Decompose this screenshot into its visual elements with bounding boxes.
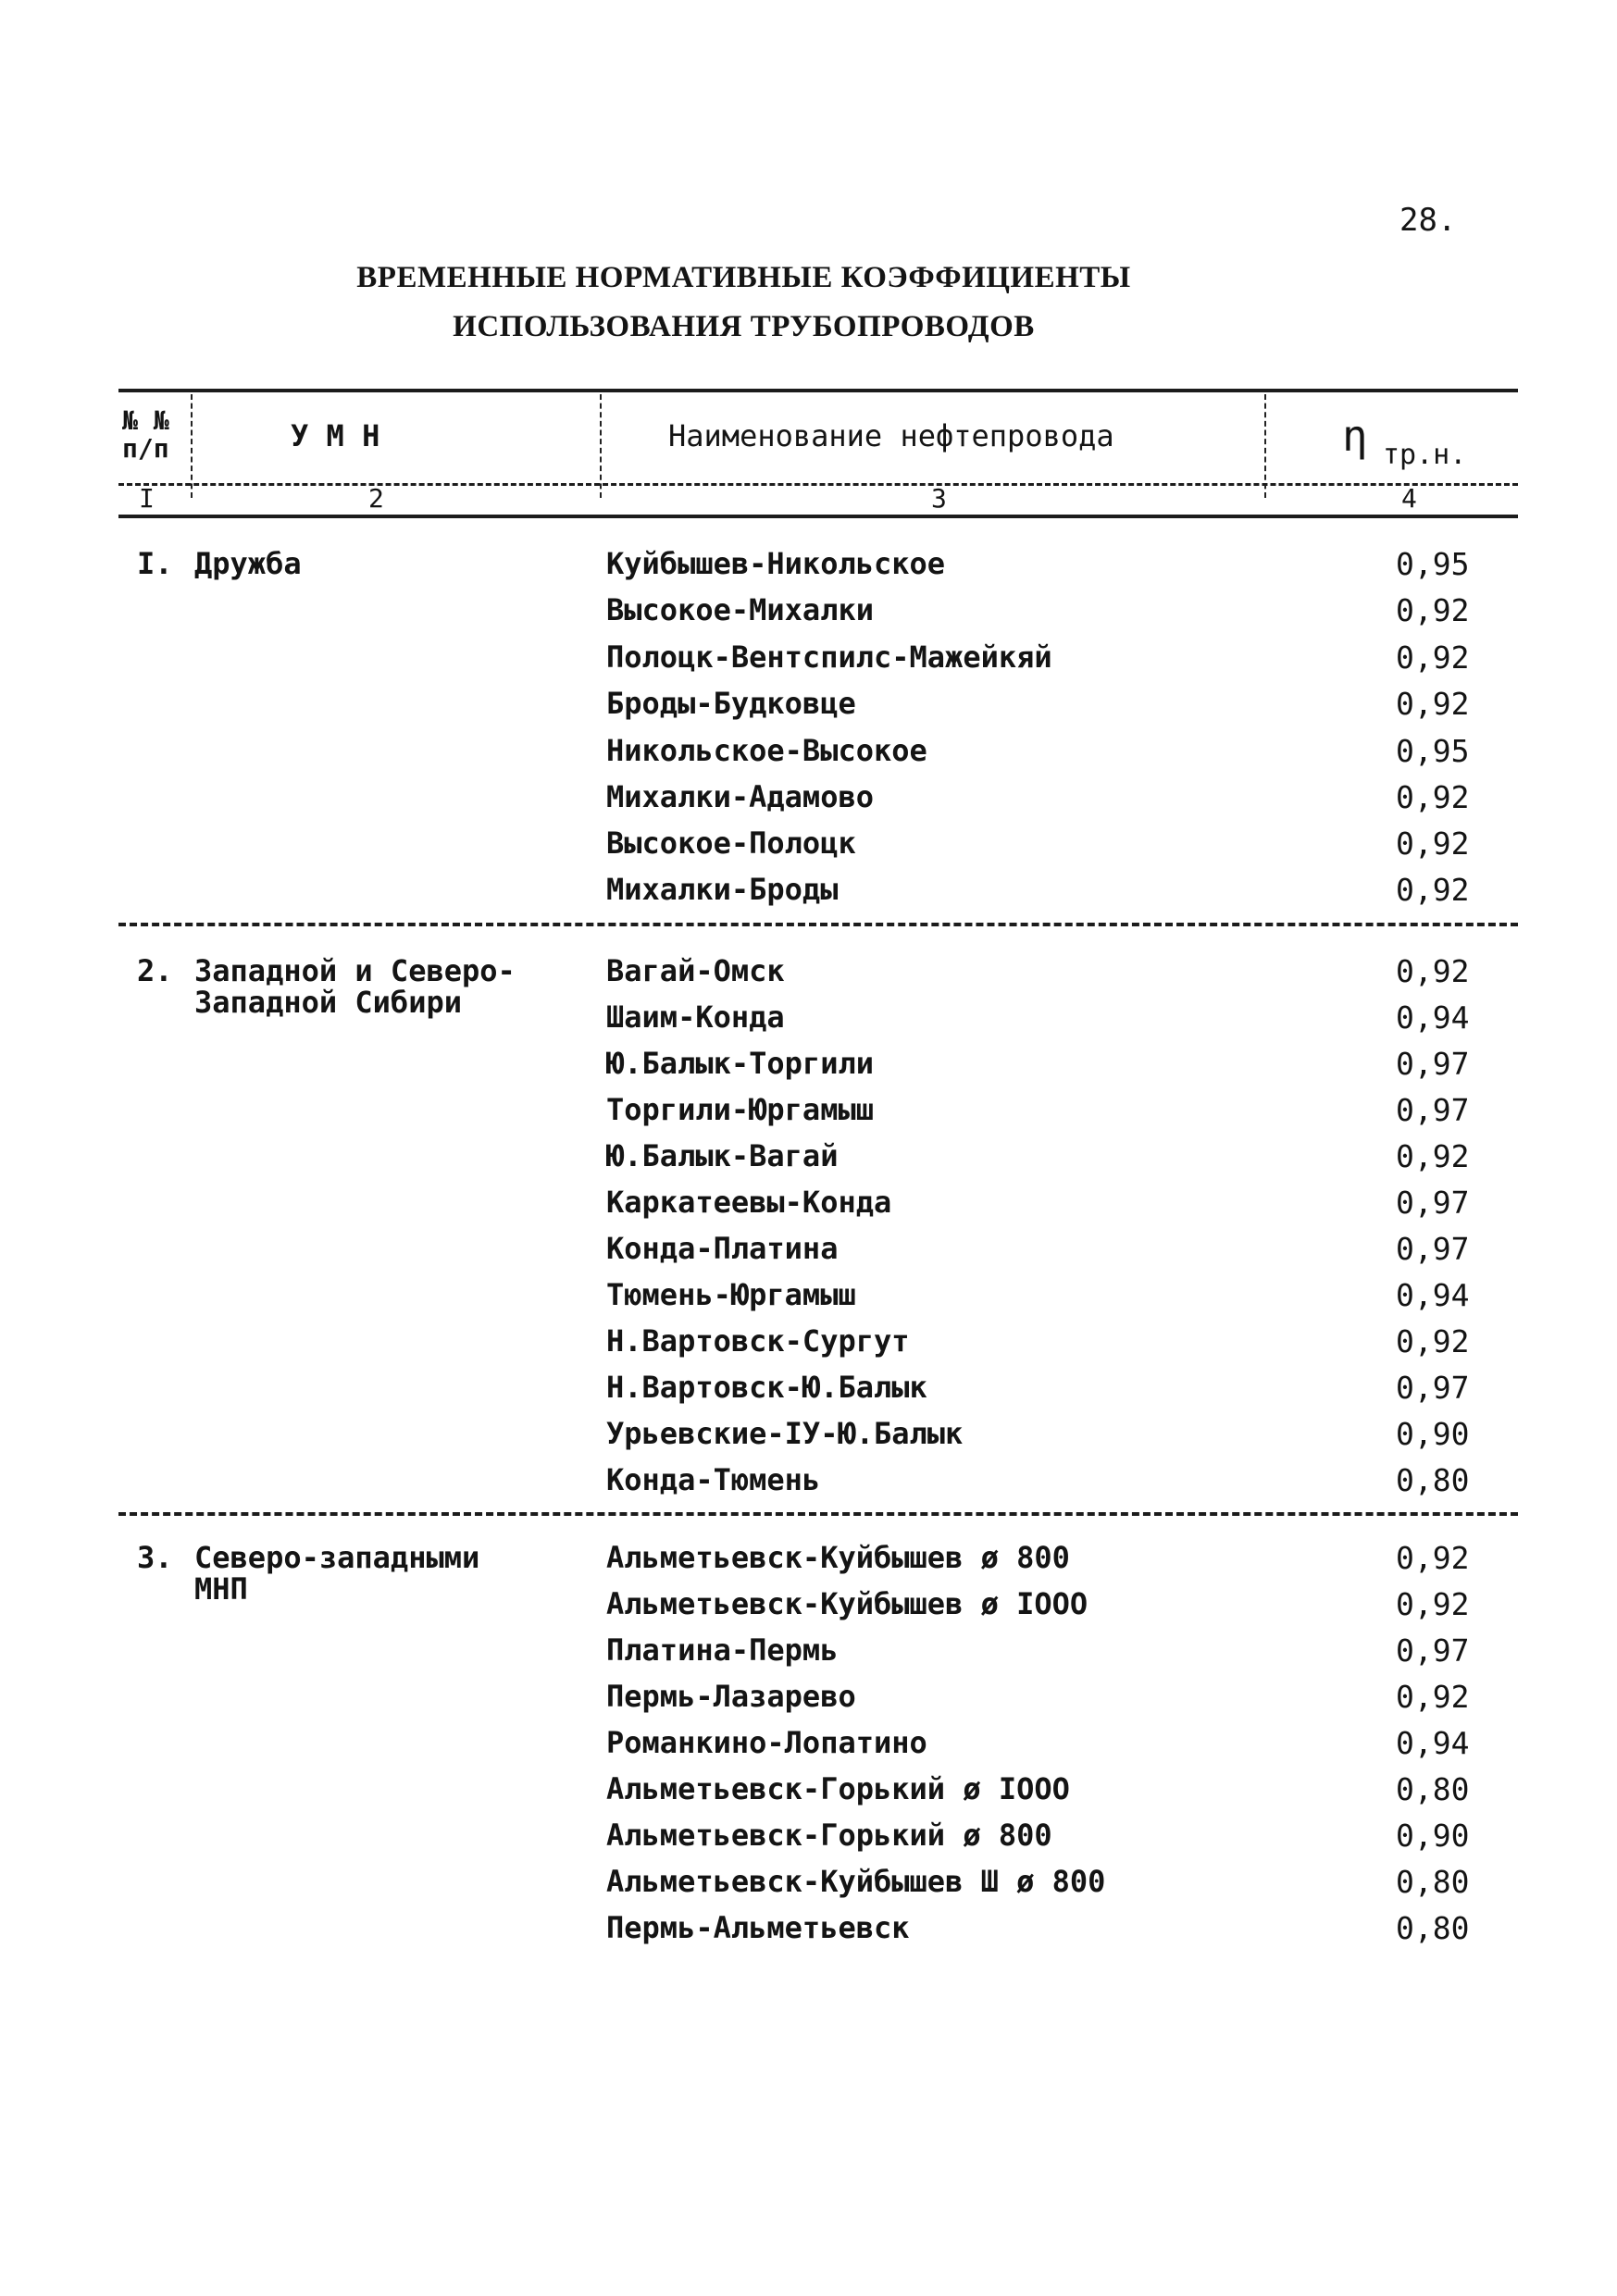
table-row: Высокое-Михалки 0,92 (606, 592, 1470, 628)
table-row: Альметьевск-Куйбышев Ш ø 800 0,80 (606, 1864, 1470, 1900)
header-eta-sub: тр.н. (1383, 439, 1467, 471)
group-1-label: I. Дружба (137, 546, 302, 581)
colnum-3: 3 (931, 483, 947, 514)
document-title-line1: ВРЕМЕННЫЕ НОРМАТИВНЫЕ КОЭФФИЦИЕНТЫ (356, 261, 1131, 294)
table-top-rule (118, 389, 1518, 392)
table-row: Пермь-Альметьевск 0,80 (606, 1910, 1470, 1946)
table-row: Тюмень-Юргамыш 0,94 (606, 1277, 1470, 1313)
header-umn: У М Н (291, 418, 380, 453)
group-separator-1 (118, 923, 1518, 926)
table-row: Михалки-Броды 0,92 (606, 872, 1470, 908)
header-mid-rule (118, 483, 1518, 486)
header-num: № № п/п (122, 405, 169, 464)
table-row: Вагай-Омск 0,92 (606, 953, 1470, 989)
header-name: Наименование нефтепровода (668, 418, 1114, 453)
table-row: Альметьевск-Горький ø 800 0,90 (606, 1818, 1470, 1854)
table-row: Куйбышев-Никольское 0,95 (606, 546, 1470, 582)
table-row: Пермь-Лазарево 0,92 (606, 1679, 1470, 1715)
table-row: Высокое-Полоцк 0,92 (606, 825, 1470, 862)
table-row: Романкино-Лопатино 0,94 (606, 1725, 1470, 1761)
group-3-label: 3. Северо-западными МНП (137, 1540, 480, 1607)
table-row: Н.Вартовск-Сургут 0,92 (606, 1323, 1470, 1359)
colnum-4: 4 (1401, 483, 1417, 514)
group-2-label: 2. Западной и Северо- Западной Сибири (137, 953, 516, 1020)
colnum-2: 2 (368, 483, 384, 514)
colnum-1: I (139, 483, 155, 514)
table-row: Полоцк-Вентспилс-Мажейкяй 0,92 (606, 639, 1470, 676)
table-row: Никольское-Высокое 0,95 (606, 733, 1470, 769)
table-row: Каркатеевы-Конда 0,97 (606, 1185, 1470, 1221)
table-row: Альметьевск-Куйбышев ø 800 0,92 (606, 1540, 1470, 1576)
header-eta: η (1342, 411, 1368, 461)
group-separator-2 (118, 1512, 1518, 1516)
table-row: Альметьевск-Горький ø IOOO 0,80 (606, 1771, 1470, 1807)
table-row: Альметьевск-Куйбышев ø IOOO 0,92 (606, 1586, 1470, 1622)
header-bottom-rule (118, 515, 1518, 518)
table-row: Н.Вартовск-Ю.Балык 0,97 (606, 1370, 1470, 1406)
table-row: Ю.Балык-Вагай 0,92 (606, 1138, 1470, 1174)
table-row: Конда-Тюмень 0,80 (606, 1462, 1470, 1498)
table-row: Торгили-Юргамыш 0,97 (606, 1092, 1470, 1128)
document-title-line2: ИСПОЛЬЗОВАНИЯ ТРУБОПРОВОДОВ (453, 310, 1035, 343)
table-row: Михалки-Адамово 0,92 (606, 779, 1470, 815)
table-row: Платина-Пермь 0,97 (606, 1632, 1470, 1669)
table-row: Конда-Платина 0,97 (606, 1231, 1470, 1267)
table-row: Броды-Будковце 0,92 (606, 686, 1470, 722)
table-row: Ю.Балык-Торгили 0,97 (606, 1046, 1470, 1082)
table-row: Шаим-Конда 0,94 (606, 999, 1470, 1036)
table-row: Урьевские-IУ-Ю.Балык 0,90 (606, 1416, 1470, 1452)
page-number: 28. (1399, 202, 1457, 239)
